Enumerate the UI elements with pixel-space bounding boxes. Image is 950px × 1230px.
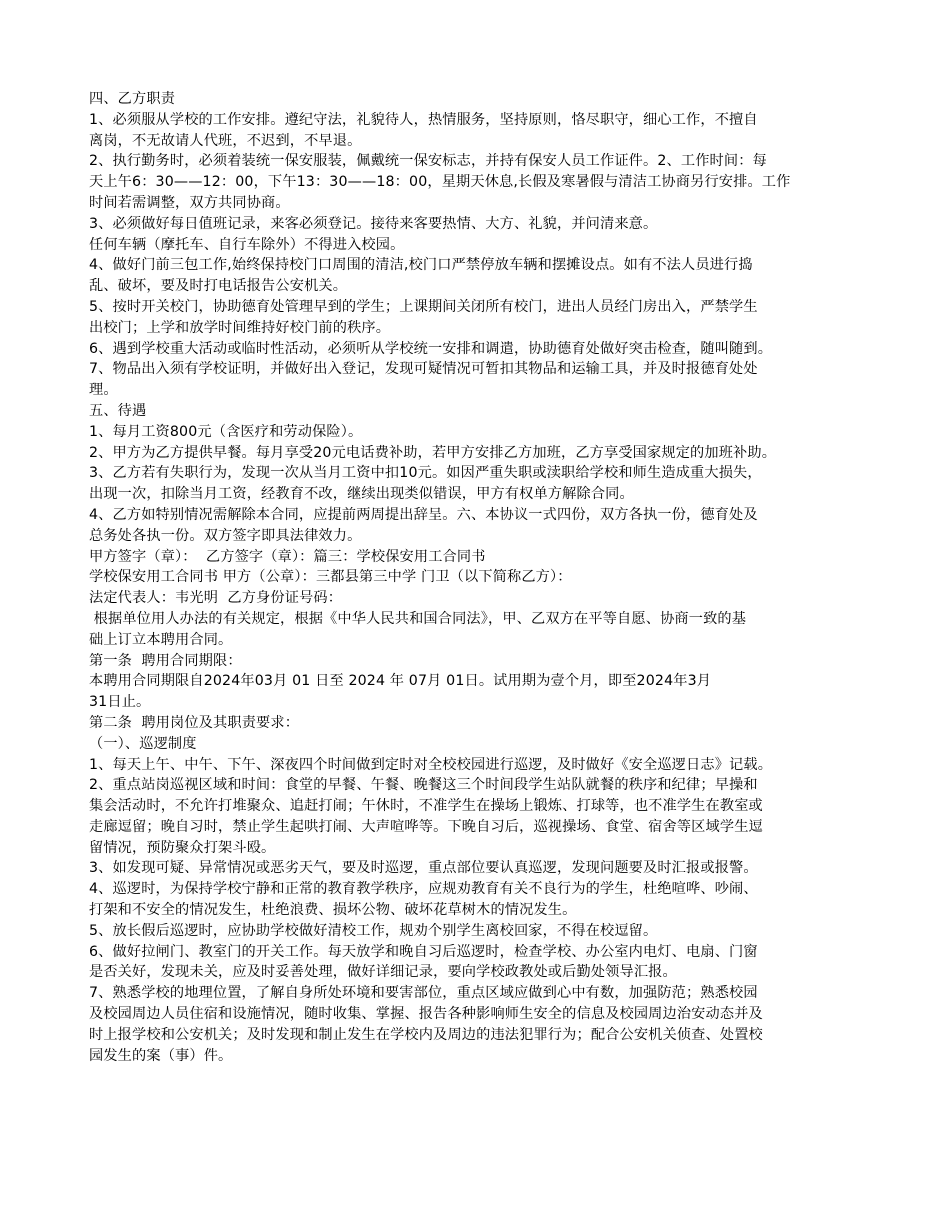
text-line: 4、做好门前三包工作,始终保持校门口周围的清洁,校门口严禁停放车辆和摆摊设点。如有不法人员进行捣 xyxy=(89,257,753,274)
text-line: 是否关好，发现未关，应及时妥善处理，做好详细记录，要向学校政教处或后勤处领导汇报。 xyxy=(89,964,677,981)
text-line: 四、乙方职责 xyxy=(89,91,176,107)
text-line: 5、放长假后巡逻时，应协助学校做好清校工作，规劝个别学生离校回家，不得在校逗留。 xyxy=(89,922,658,939)
text-line: 乱、破坏，要及时打电话报告公安机关。 xyxy=(89,278,348,295)
text-line: （一）、巡逻制度 xyxy=(89,735,197,752)
text-line: 3、必须做好每日值班记录，来客必须登记。接待来客要热情、大方、礼貌，并问清来意。 xyxy=(89,215,658,232)
text-line: 2、甲方为乙方提供早餐。每月享受20元电话费补助，若甲方安排乙方加班，乙方享受国家规定的加班补助。 xyxy=(89,444,777,461)
text-line: 5、按时开关校门，协助德育处管理早到的学生；上课期间关闭所有校门，进出人员经门房出入，严禁学生 xyxy=(89,298,758,315)
text-line: 3、如发现可疑、异常情况或恶劣天气，要及时巡逻，重点部位要认真巡逻，发现问题要及时汇报或报警。 xyxy=(89,860,758,877)
text-line: 第一条 聘用合同期限： xyxy=(89,652,242,669)
text-line: 理。 xyxy=(89,382,118,399)
text-line: 4、乙方如特别情况需解除本合同，应提前两周提出辞呈。六、本协议一式四份，双方各执一份，德育处及 xyxy=(89,506,758,523)
text-line: 甲方签字（章）： 乙方签字（章）：篇三：学校保安用工合同书 xyxy=(89,548,486,565)
text-line: 五、待遇 xyxy=(89,402,147,419)
text-line: 7、熟悉学校的地理位置，了解自身所处环境和要害部位，重点区域应做到心中有数，加强防范；熟悉校园 xyxy=(89,985,758,1002)
text-line: 31日止。 xyxy=(89,694,151,711)
text-line: 学校保安用工合同书 甲方（公章）：三都县第三中学 门卫（以下简称乙方）： xyxy=(89,569,572,586)
text-line: 础上订立本聘用合同。 xyxy=(89,631,233,648)
text-line: 4、巡逻时，为保持学校宁静和正常的教育教学秩序，应规劝教育有关不良行为的学生，杜绝喧哗、吵闹、 xyxy=(89,881,758,898)
text-line: 及校园周边人员住宿和设施情况，随时收集、掌握、报告各种影响师生安全的信息及校园周边治安动态并及 xyxy=(89,1006,763,1023)
text-line: 7、物品出入须有学校证明，并做好出入登记，发现可疑情况可暂扣其物品和运输工具，并及时报德育处处 xyxy=(89,361,758,378)
text-line: 出校门；上学和放学时间维持好校门前的秩序。 xyxy=(89,319,391,336)
text-line: 1、每月工资800元（含医疗和劳动保险）。 xyxy=(89,423,363,440)
text-line: 留情况，预防聚众打架斗殴。 xyxy=(89,839,276,856)
text-line: 走廊逗留；晚自习时，禁止学生起哄打闹、大声喧哗等。下晚自习后，巡视操场、食堂、宿舍等区域学生逗 xyxy=(89,818,763,835)
text-line: 园发生的案（事）件。 xyxy=(89,1047,233,1064)
text-line: 6、做好拉闸门、教室门的开关工作。每天放学和晚自习后巡逻时，检查学校、办公室内电灯、电扇、门窗 xyxy=(89,943,758,960)
text-line: 法定代表人：韦光明 乙方身份证号码： xyxy=(89,590,343,607)
text-line: 任何车辆（摩托车、自行车除外）不得进入校园。 xyxy=(89,236,405,253)
text-line: 本聘用合同期限自2024年03月 01 日至 2024 年 07月 01日。试用期为壹个月，即至2024年3月 xyxy=(89,673,712,690)
text-line: 2、重点站岗巡视区域和时间：食堂的早餐、午餐、晚餐这三个时间段学生站队就餐的秩序和纪律；早操和 xyxy=(89,777,758,794)
text-line: 6、遇到学校重大活动或临时性活动，必须听从学校统一安排和调遣，协助德育处做好突击检查，随叫随到。 xyxy=(89,340,773,357)
text-line: 集会活动时，不允许打堆聚众、追赶打闹；午休时，不准学生在操场上锻炼、打球等，也不准学生在教室或 xyxy=(89,798,763,815)
text-line: 1、每天上午、中午、下午、深夜四个时间做到定时对全校校园进行巡逻，及时做好《安全巡逻日志》记载。 xyxy=(89,756,773,773)
text-line: 根据单位用人办法的有关规定，根据《中华人民共和国合同法》，甲、乙双方在平等自愿、协商一致的基 xyxy=(89,610,747,627)
text-line: 总务处各执一份。双方签字即具法律效力。 xyxy=(89,527,362,544)
text-line: 第二条 聘用岗位及其职责要求： xyxy=(89,714,300,731)
text-line: 打架和不安全的情况发生，杜绝浪费、损坏公物、破坏花草树木的情况发生。 xyxy=(89,902,577,919)
text-line: 1、必须服从学校的工作安排。遵纪守法，礼貌待人，热情服务，坚持原则，恪尽职守，细心工作，不擅自 xyxy=(89,111,758,128)
document-body xyxy=(89,89,864,1066)
text-line: 3、乙方若有失职行为，发现一次从当月工资中扣10元。如因严重失职或渎职给学校和师生造成重大损失， xyxy=(89,465,762,482)
text-line: 时间若需调整，双方共同协商。 xyxy=(89,194,290,211)
text-line: 天上午6：30——12：00，下午13：30——18：00，星期天休息,长假及寒暑假与清洁工协商另行安排。工作 xyxy=(89,174,791,191)
text-line: 时上报学校和公安机关；及时发现和制止发生在学校内及周边的违法犯罪行为；配合公安机关侦查、处置校 xyxy=(89,1026,763,1043)
text-line: 2、执行勤务时，必须着装统一保安服装，佩戴统一保安标志，并持有保安人员工作证件。2、工作时间：每 xyxy=(89,153,767,170)
text-line: 出现一次，扣除当月工资，经教育不改，继续出现类似错误，甲方有权单方解除合同。 xyxy=(89,486,634,503)
text-line: 离岗，不无故请人代班，不迟到，不早退。 xyxy=(89,132,362,149)
